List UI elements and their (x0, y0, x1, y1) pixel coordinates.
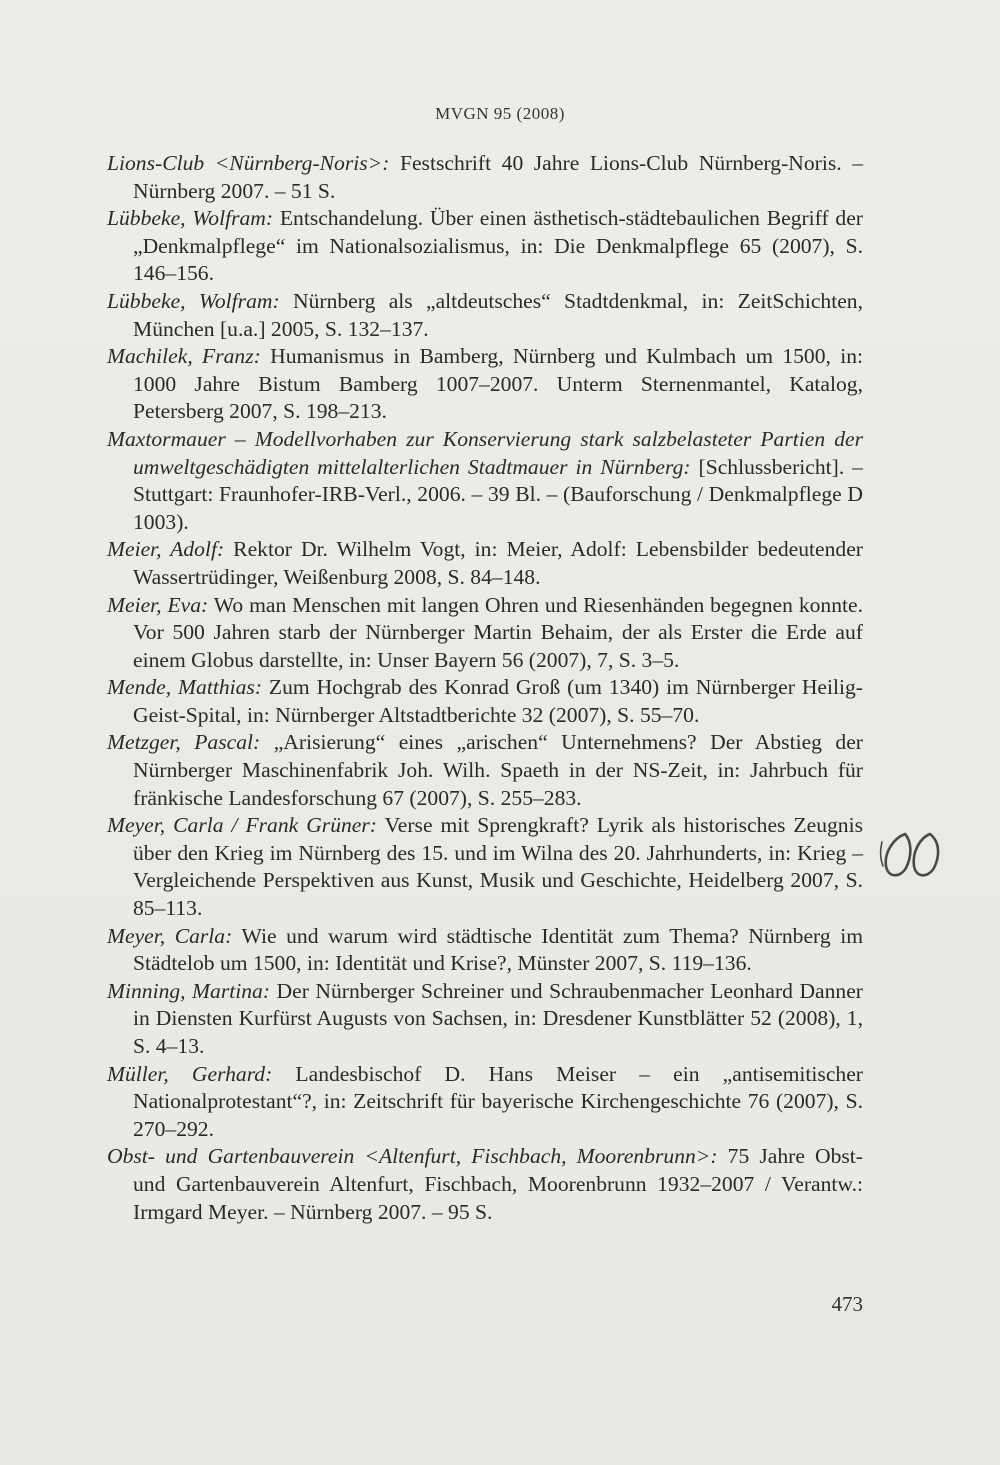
entry-author: Meier, Adolf: (107, 537, 225, 562)
bibliography-list (107, 150, 863, 1226)
entry-text: 75 Jahre Obst- und Gartenbauverein Altenfurt, Fischbach, Moorenbrunn 1932–2007 / Verantw.: Irmgard Meyer. – Nürnberg 2007. – 95 S. (133, 1144, 863, 1224)
entry-author: Machilek, Franz: (107, 344, 261, 369)
entry-author: Meyer, Carla: (107, 923, 233, 948)
bibliography-entry (107, 674, 863, 729)
bibliography-entry (107, 978, 863, 1061)
entry-author: Müller, Gerhard: (107, 1061, 273, 1086)
entry-text: Entschandelung. Über einen ästhetisch-städtebaulichen Begriff der „Denkmalpflege“ im Nationalsozialismus, in: Die Denkmalpflege 65 (2007), S. 146–156. (133, 206, 863, 286)
entry-author: Lübbeke, Wolfram: (107, 206, 274, 231)
entry-text: Nürnberg als „altdeutsches“ Stadtdenkmal, in: ZeitSchichten, München [u.a.] 2005, S. 132–137. (133, 288, 863, 341)
entry-text: Der Nürnberger Schreiner und Schraubenmacher Leonhard Danner in Diensten Kurfürst Augusts von Sachsen, in: Dresdener Kunstblätter 52 (2008), 1, S. 4–13. (133, 978, 863, 1058)
entry-text: Landesbischof D. Hans Meiser – ein „antisemitischer Nationalprotestant“?, in: Zeitschrift für bayerische Kirchengeschichte 76 (2007), S. 270–292. (133, 1061, 863, 1141)
bibliography-entry (107, 1061, 863, 1144)
bibliography-entry (107, 536, 863, 591)
entry-author: Maxtormauer – Modellvorhaben zur Konservierung stark salzbelasteter Partien der umweltgeschädigten mittelalterlichen Stadtmauer in Nürnberg: (107, 426, 863, 479)
entry-author: Mende, Matthias: (107, 675, 263, 700)
running-head: MVGN 95 (2008) (435, 104, 565, 123)
entry-author: Obst- und Gartenbauverein <Altenfurt, Fischbach, Moorenbrunn>: (107, 1144, 718, 1169)
entry-author: Metzger, Pascal: (107, 730, 261, 755)
entry-text: „Arisierung“ eines „arischen“ Unternehmens? Der Abstieg der Nürnberger Maschinenfabrik Joh. Wilh. Spaeth in der NS-Zeit, in: Jahrbuch für fränkische Landesforschung 67 (2007), S. 255–283. (133, 730, 864, 810)
entry-author: Lübbeke, Wolfram: (107, 288, 280, 313)
entry-author: Meier, Eva: (107, 592, 209, 617)
entry-text: Zum Hochgrab des Konrad Groß (um 1340) im Nürnberger Heilig-Geist-Spital, in: Nürnberger Altstadtberichte 32 (2007), S. 55–70. (133, 675, 863, 727)
entry-text: Humanismus in Bamberg, Nürnberg und Kulmbach um 1500, in: 1000 Jahre Bistum Bamberg 1007–2007. Unterm Sternenmantel, Katalog, Petersberg 2007, S. 198–213. (133, 344, 863, 424)
entry-text: Verse mit Sprengkraft? Lyrik als historisches Zeugnis über den Krieg im Nürnberg des 15. und im Wilna des 20. Jahrhunderts, in: Krieg – Vergleichende Perspektiven aus Kunst, Musik und Geschichte, Heidelberg 2007, S. 85–113. (133, 813, 863, 921)
entry-author: Minning, Martina: (107, 978, 271, 1003)
page-number: 473 (831, 1292, 863, 1316)
bibliography-entry (107, 205, 863, 288)
bibliography-entry (107, 592, 863, 675)
bibliography-entry (107, 343, 863, 426)
handwritten-margin-mark (874, 828, 964, 884)
handwritten-zeros-glyph (881, 834, 938, 875)
bibliography-entry (107, 923, 863, 978)
bibliography-entry (107, 426, 863, 536)
entry-text: Wie und warum wird städtische Identität zum Thema? Nürnberg im Städtelob um 1500, in: Identität und Krise?, Münster 2007, S. 119–136. (133, 923, 863, 976)
bibliography-entry (107, 1143, 863, 1226)
entry-text: Rektor Dr. Wilhelm Vogt, in: Meier, Adolf: Lebensbilder bedeutender Wassertrüdinger, Weißenburg 2008, S. 84–148. (133, 537, 863, 589)
bibliography-entry (107, 288, 863, 343)
bibliography-entry (107, 150, 863, 205)
entry-text: Festschrift 40 Jahre Lions-Club Nürnberg-Noris. – Nürnberg 2007. – 51 S. (133, 151, 863, 203)
bibliography-entry (107, 812, 863, 922)
entry-author: Lions-Club <Nürnberg-Noris>: (107, 151, 390, 175)
bibliography-entry (107, 729, 863, 812)
entry-text: Wo man Menschen mit langen Ohren und Riesenhänden begegnen konnte. Vor 500 Jahren starb der Nürnberger Martin Behaim, der als Erster die Erde auf einem Globus darstellte, in: Unser Bayern 56 (2007), 7, S. 3–5. (133, 592, 863, 672)
entry-text: [Schlussbericht]. – Stuttgart: Fraunhofer-IRB-Verl., 2006. – 39 Bl. – (Bauforschung / Denkmalpflege D 1003). (133, 454, 863, 534)
entry-author: Meyer, Carla / Frank Grüner: (107, 813, 377, 838)
